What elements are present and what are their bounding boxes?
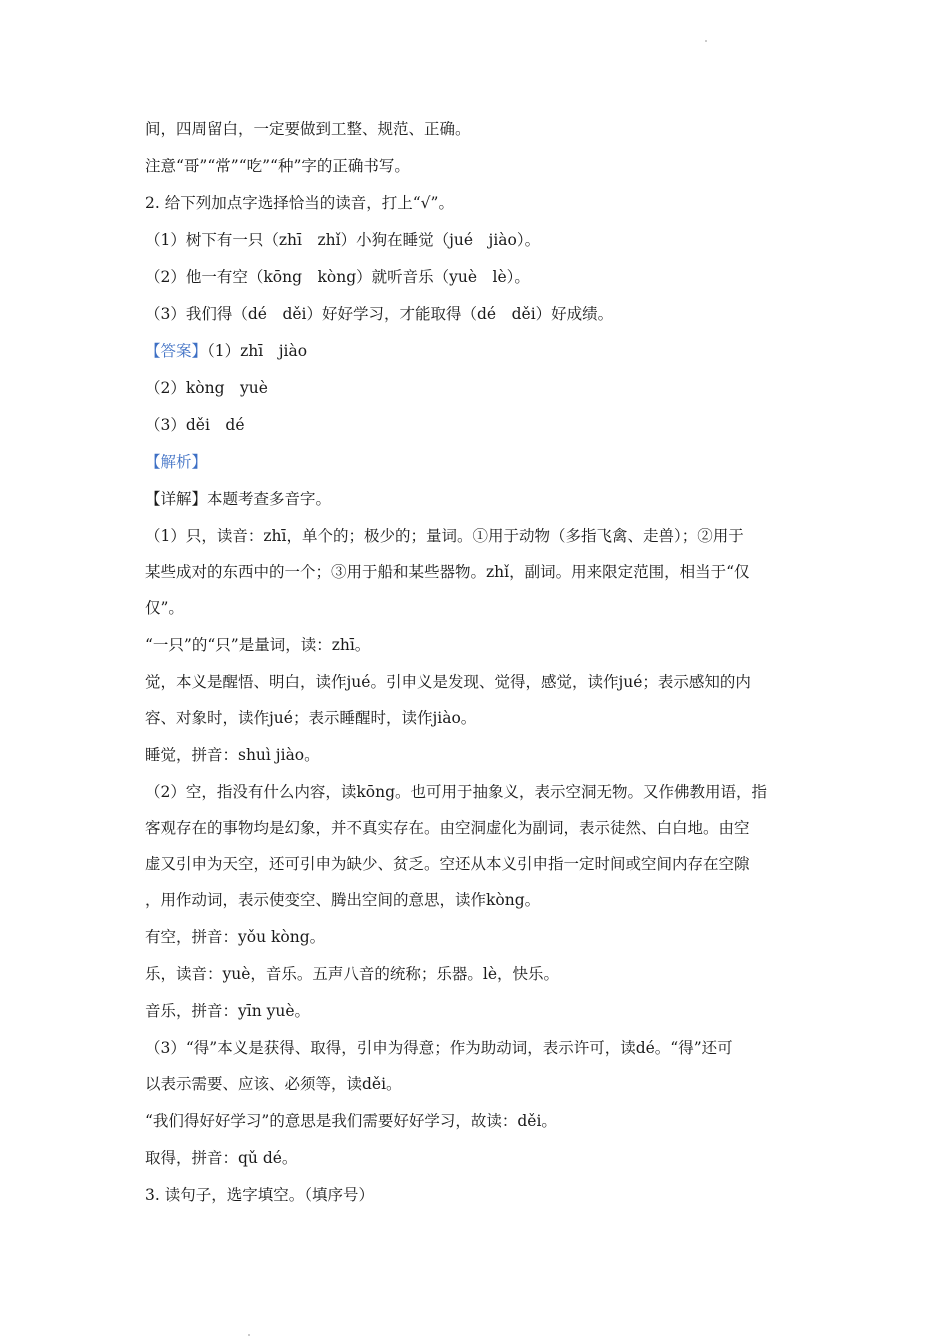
document-page [145, 118, 810, 1206]
text-line: 音乐，拼音：yīn yuè。 [145, 1002, 311, 1020]
text-line: （1）只，读音：zhī，单个的；极少的；量词。①用于动物（多指飞禽、走兽）；②用于 [145, 527, 744, 545]
question-2-item-1: （1）树下有一只（zhī zhǐ）小狗在睡觉（jué jiào）。 [145, 231, 541, 249]
page-mark-top [705, 40, 707, 42]
answer-line-3: （3）děi dé [145, 416, 245, 434]
answer-text: （1）zhī jiào [207, 342, 308, 360]
text-line: 乐，读音：yuè，音乐。五声八音的统称；乐器。lè，快乐。 [145, 965, 560, 983]
text-line: 注意“哥”“常”“吃”“种”字的正确书写。 [145, 157, 410, 175]
text-line: （2）空，指没有什么内容，读kōng。也可用于抽象义，表示空洞无物。又作佛教用语，指 [145, 783, 767, 801]
text-line: 容、对象时，读作jué；表示睡醒时，读作jiào。 [145, 709, 477, 727]
analysis-label: 【解析】 [145, 453, 208, 471]
text-line: 取得，拼音：qǔ dé。 [145, 1149, 298, 1167]
text-line: ，用作动词，表示使变空、腾出空间的意思，读作kòng。 [145, 891, 541, 909]
text-line: 有空，拼音：yǒu kòng。 [145, 928, 326, 946]
text-line: 睡觉，拼音：shuì jiào。 [145, 746, 320, 764]
text-line: 仅”。 [145, 599, 184, 617]
text-line: 以表示需要、应该、必须等，读děi。 [145, 1075, 402, 1093]
detail-heading: 【详解】本题考查多音字。 [145, 490, 332, 508]
text-line: 虚又引申为天空，还可引申为缺少、贫乏。空还从本义引申指一定时间或空间内存在空隙 [145, 855, 750, 873]
answer-line-2: （2）kòng yuè [145, 379, 268, 397]
question-2-item-3: （3）我们得（dé děi）好好学习，才能取得（dé děi）好成绩。 [145, 305, 614, 323]
question-3-title: 3. 读句子，选字填空。（填序号） [145, 1186, 374, 1204]
answer-label: 【答案】 [145, 342, 208, 360]
text-line: 觉，本义是醒悟、明白，读作jué。引申义是发现、觉得，感觉，读作jué；表示感知的内 [145, 673, 751, 691]
answer-line-1 [145, 340, 810, 362]
text-line: 客观存在的事物均是幻象，并不真实存在。由空洞虚化为副词，表示徒然、白白地。由空 [145, 819, 750, 837]
page-mark-bottom [248, 1334, 250, 1336]
text-line: “我们得好好学习”的意思是我们需要好好学习，故读：děi。 [145, 1112, 557, 1130]
text-line: 某些成对的东西中的一个；③用于船和某些器物。zhǐ，副词。用来限定范围，相当于“仅 [145, 563, 750, 581]
question-2-title: 2. 给下列加点字选择恰当的读音，打上“√”。 [145, 194, 454, 212]
text-line: “一只”的“只”是量词，读：zhī。 [145, 636, 371, 654]
text-line: 间，四周留白，一定要做到工整、规范、正确。 [145, 120, 471, 138]
text-line: （3）“得”本义是获得、取得，引申为得意；作为助动词，表示许可，读dé。“得”还可 [145, 1039, 733, 1057]
question-2-item-2: （2）他一有空（kōng kòng）就听音乐（yuè lè）。 [145, 268, 530, 286]
